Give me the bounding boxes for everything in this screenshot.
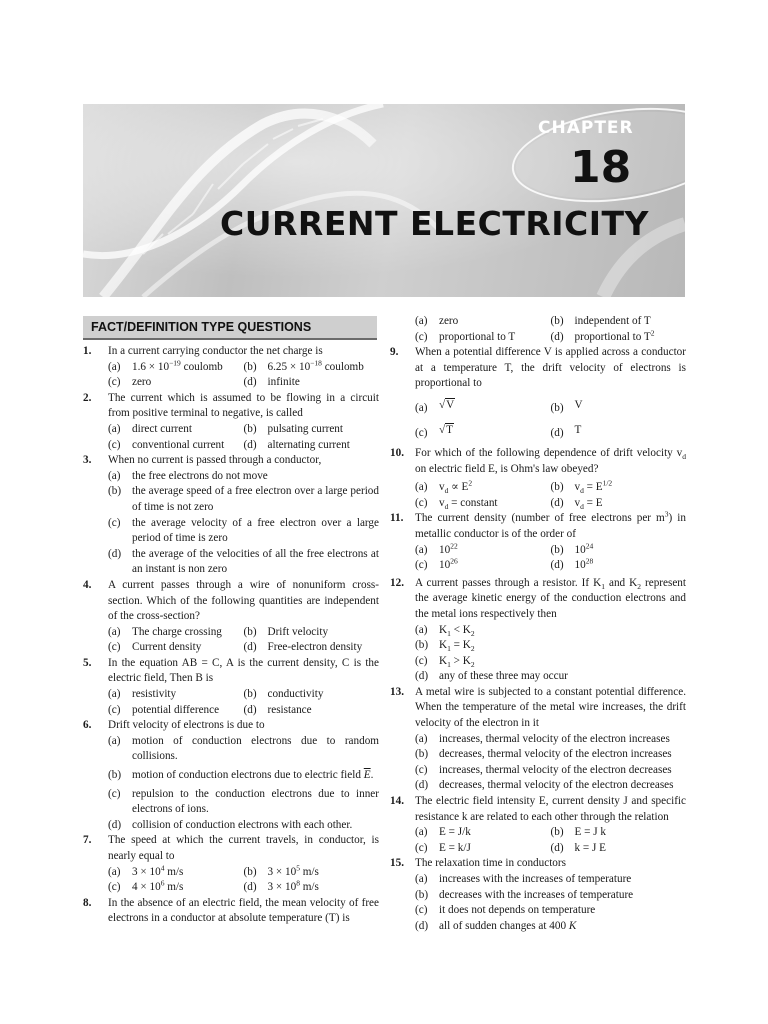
option-b: (b) $3 \times 10^5$ m/s xyxy=(243,862,319,878)
question-number: 15. xyxy=(390,857,404,870)
options xyxy=(390,732,686,794)
question-number: 7. xyxy=(83,834,92,847)
question-text: For which of the following dependence of drift velocity $v_d$ on electric field E, is Ohm's law obeyed? xyxy=(415,446,686,475)
section-heading: FACT/DEFINITION TYPE QUESTIONS xyxy=(83,316,377,340)
question-9 xyxy=(390,345,686,392)
question-15 xyxy=(390,856,686,872)
question-13 xyxy=(390,685,686,732)
option-a: (a) E = J/k xyxy=(415,826,471,839)
question-text: The current which is assumed to be flowing in a circuit from positive terminal to negative, is called xyxy=(108,391,379,420)
option-c: (c) √T xyxy=(415,419,551,444)
option-c: (c) $K_1 > K_2$ xyxy=(415,654,475,669)
option-c: (c) Current density xyxy=(108,641,202,654)
question-number: 11. xyxy=(390,512,404,525)
square-root-symbol: √T xyxy=(439,423,453,436)
option-a: (a) increases, thermal velocity of the electron increases xyxy=(415,732,670,745)
option-a: (a) $K_1 < K_2$ xyxy=(415,623,475,638)
options xyxy=(83,687,379,718)
option-d: (d) collision of conduction electrons with each other. xyxy=(108,818,353,831)
question-number: 10. xyxy=(390,446,404,459)
option-c: (c) proportional to T xyxy=(415,330,516,343)
chapter-banner xyxy=(83,104,685,297)
option-c: (c) conventional current xyxy=(108,438,225,451)
option-c: (c) it does not depends on temperature xyxy=(415,904,596,917)
option-b: (b) E = J k xyxy=(550,826,606,839)
option-b: (b) decreases, thermal velocity of the electron increases xyxy=(415,748,672,761)
question-5 xyxy=(83,656,379,687)
options xyxy=(83,469,379,578)
option-c: (c) zero xyxy=(108,376,152,389)
question-4 xyxy=(83,578,379,625)
question-number: 2. xyxy=(83,391,92,404)
option-a: (a) resistivity xyxy=(108,688,177,701)
question-11 xyxy=(390,511,686,542)
electric-field-symbol: $\overline{E}$ xyxy=(363,769,371,782)
options xyxy=(390,480,686,511)
option-b: (b) $6.25 \times 10^{-18}$ coulomb xyxy=(243,357,364,373)
option-c: (c) E = k/J xyxy=(415,841,471,854)
question-text: When no current is passed through a conductor, xyxy=(108,454,322,467)
option-d: (d) T xyxy=(550,423,582,439)
option-c: (c) $v_d$ = constant xyxy=(415,496,498,511)
option-c: (c) $10^{26}$ xyxy=(415,556,458,572)
question-text: A current passes through a resistor. If $K_1$ and $K_2$ represent the average kinetic energy of the conduction electrons and the metal ions respectively then xyxy=(415,576,687,620)
option-b: (b) $v_d = E^{1/2}$ xyxy=(550,478,613,496)
option-d: (d) resistance xyxy=(243,703,312,716)
question-12 xyxy=(390,576,686,623)
option-b: (b) decreases with the increases of temperature xyxy=(415,888,634,901)
question-number: 6. xyxy=(83,719,92,732)
option-d: (d) k = J E xyxy=(550,841,606,854)
question-text: Drift velocity of electrons is due to xyxy=(108,719,265,732)
options xyxy=(390,623,686,685)
option-b: (b) pulsating current xyxy=(243,422,343,435)
question-6 xyxy=(83,718,379,734)
option-d: (d) $v_d = E$ xyxy=(550,496,603,511)
question-text: In the absence of an electric field, the mean velocity of free electrons in a conductor at absolute temperature (T) is xyxy=(108,896,379,925)
options xyxy=(390,540,686,574)
left-column xyxy=(83,344,379,927)
options xyxy=(390,825,686,856)
question-number: 13. xyxy=(390,685,404,698)
option-d: (d) the average of the velocities of all the free electrons at an instant is non zero xyxy=(108,547,379,576)
options xyxy=(83,862,379,896)
option-b: (b) conductivity xyxy=(243,688,324,701)
option-a: (a) The charge crossing xyxy=(108,625,222,638)
question-14 xyxy=(390,794,686,825)
option-b: (b) V xyxy=(550,398,583,414)
question-10 xyxy=(390,446,686,477)
option-b: (b) motion of conduction electrons due to electric field $\overline{E}$. xyxy=(108,769,374,782)
option-d: (d) $3 \times 10^8$ m/s xyxy=(243,878,319,894)
options xyxy=(390,872,686,934)
option-d: (d) any of these three may occur xyxy=(415,670,568,683)
options xyxy=(83,734,379,834)
chapter-title: CURRENT ELECTRICITY xyxy=(220,204,649,243)
option-b: (b) the average speed of a free electron over a large period of time is not zero xyxy=(108,485,379,513)
question-1 xyxy=(83,344,379,360)
option-b: (b) independent of T xyxy=(550,315,651,327)
option-d: (d) $10^{28}$ xyxy=(550,556,594,572)
option-d: (d) decreases, thermal velocity of the electron decreases xyxy=(415,779,674,792)
option-d: (d) alternating current xyxy=(243,438,350,451)
question-7 xyxy=(83,833,379,864)
options xyxy=(83,357,379,391)
question-text: The current density (number of free electrons per $m^3$) in metallic conductor is of the order of xyxy=(415,509,686,540)
question-text: In the equation AB = C, A is the current density, C is the electric field, Then B is xyxy=(108,656,379,685)
option-c: (c) potential difference xyxy=(108,703,220,716)
option-c: (c) increases, thermal velocity of the electron decreases xyxy=(415,763,672,776)
option-c: (c) $4 \times 10^6$ m/s xyxy=(108,878,184,894)
question-text: The speed at which the current travels, in conductor, is nearly equal to xyxy=(108,834,379,862)
option-a: (a) $1.6 \times 10^{-19}$ coulomb xyxy=(108,357,223,373)
option-a: (a) the free electrons do not move xyxy=(108,469,268,482)
option-b: (b) $10^{24}$ xyxy=(550,540,594,556)
question-number: 4. xyxy=(83,578,92,591)
options xyxy=(83,422,379,453)
option-a: (a) √V xyxy=(415,394,551,419)
question-number: 12. xyxy=(390,576,404,589)
option-a: (a) $10^{22}$ xyxy=(415,540,458,556)
question-number: 14. xyxy=(390,795,404,808)
options-question-8 xyxy=(390,314,686,345)
question-text: When a potential difference V is applied across a conductor at a temperature T, the drift velocity of electrons is proportional to xyxy=(415,346,686,390)
question-number: 5. xyxy=(83,656,92,669)
question-text: The electric field intensity E, current density J and specific resistance k are related to each other through the relation xyxy=(415,795,686,823)
chapter-number: 18 xyxy=(570,142,632,193)
question-text: The relaxation time in conductors xyxy=(415,857,566,870)
option-a: (a) $v_d \propto E^2$ xyxy=(415,478,473,496)
option-b: (b) $K_1 = K_2$ xyxy=(415,639,475,654)
option-a: (a) increases with the increases of temperature xyxy=(415,873,632,885)
question-number: 1. xyxy=(83,345,92,357)
chapter-label: CHAPTER xyxy=(538,118,634,138)
question-number: 9. xyxy=(390,346,399,359)
option-d: (d) infinite xyxy=(243,376,300,389)
options xyxy=(83,625,379,656)
question-text: A current passes through a wire of nonuniform cross-section. Which of the following quantities are independent of the cross-section? xyxy=(108,578,379,623)
question-text: In a current carrying conductor the net charge is xyxy=(108,345,323,357)
option-a: (a) zero xyxy=(415,315,459,327)
question-text: A metal wire is subjected to a constant potential difference. When the temperature of the metal wire increases, the drift velocity of the electron in it xyxy=(415,685,686,730)
question-8 xyxy=(83,896,379,927)
option-d: (d) Free-electron density xyxy=(243,641,363,654)
option-c: (c) the average velocity of a free electron over a large period of time is zero xyxy=(108,516,379,545)
option-a: (a) $3 \times 10^4$ m/s xyxy=(108,862,184,878)
question-3 xyxy=(83,453,379,469)
option-d: (d) all of sudden changes at 400 K xyxy=(415,919,577,932)
question-number: 8. xyxy=(83,896,92,909)
option-d: (d) proportional to $T^2$ xyxy=(550,327,655,343)
question-2 xyxy=(83,391,379,422)
options xyxy=(390,394,686,444)
option-a: (a) direct current xyxy=(108,422,192,435)
option-b: (b) Drift velocity xyxy=(243,625,329,638)
option-a: (a) motion of conduction electrons due to random collisions. xyxy=(108,734,379,763)
option-c: (c) repulsion to the conduction electrons due to inner electrons of ions. xyxy=(108,787,379,816)
right-column xyxy=(390,314,686,934)
question-number: 3. xyxy=(83,454,92,467)
square-root-symbol: √V xyxy=(439,398,455,411)
